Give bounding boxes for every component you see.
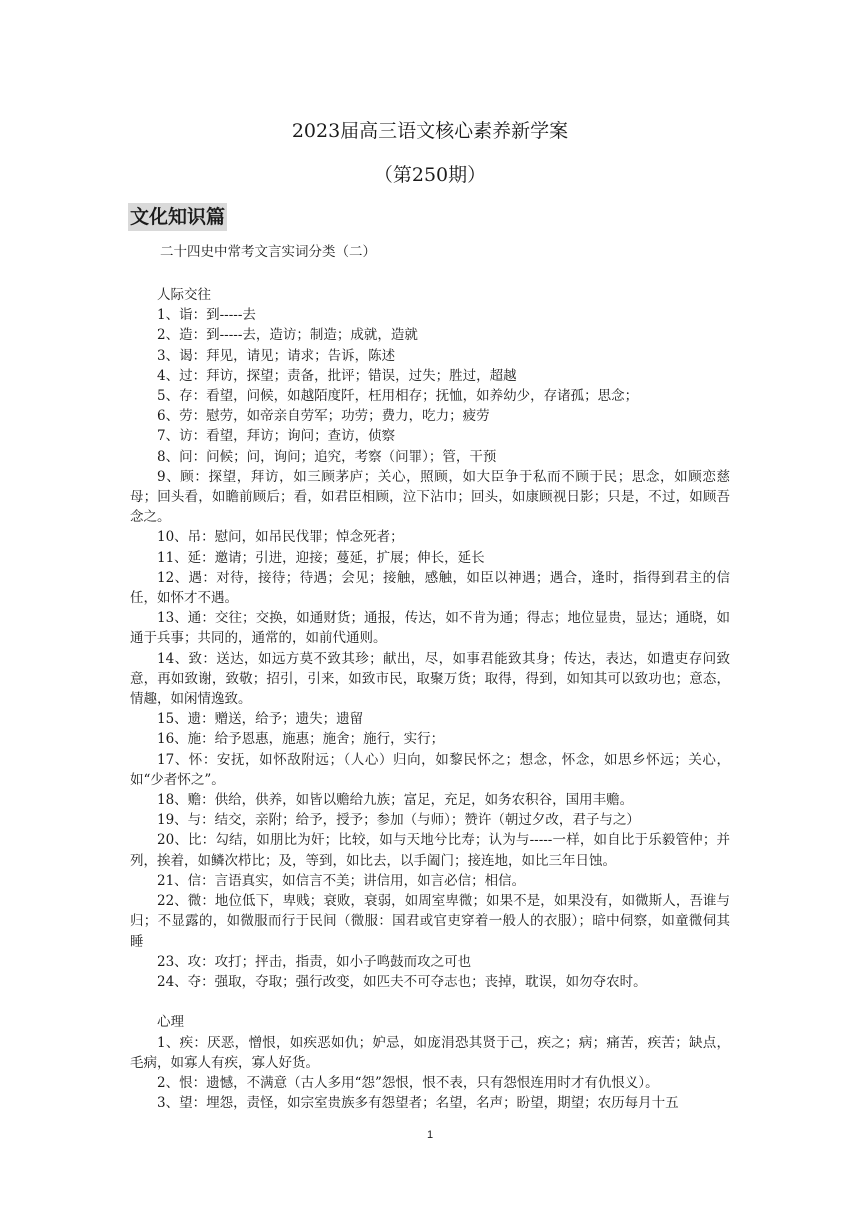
section-heading: 文化知识篇 (128, 203, 227, 231)
list-item: 5、存：看望，问候，如越陌度阡，枉用相存；抚恤，如养幼少，存诸孤；思念； (157, 388, 639, 405)
issue-number: （第250期） (373, 164, 487, 186)
list-item: 1、疾：厌恶，憎恨，如疾恶如仇；妒忌，如庞涓恐其贤于己，疾之；病；痛苦，疾苦；缺点，毛病，如寡人有疾，寡人好货。 (130, 1034, 730, 1071)
list-item: 17、怀：安抚，如怀敌附远；（人心）归向，如黎民怀之；想念，怀念，如思乡怀远；关心，如“少者怀之”。 (130, 751, 730, 788)
page-number: 1 (426, 1129, 434, 1141)
article-subtitle: 二十四史中常考文言实词分类（二） (160, 244, 376, 260)
list-item: 11、延：邀请；引进，迎接；蔓延，扩展；伸长，延长 (157, 549, 485, 566)
list-item: 19、与：结交，亲附；给予，授予；参加（与师）；赞许（朝过夕改，君子与之） (157, 812, 640, 829)
list-item: 24、夺：强取，夺取；强行改变，如匹夫不可夺志也；丧掉，耽误，如勿夺农时。 (157, 973, 647, 990)
list-item: 12、遇：对待，接待；待遇；会见；接触，感触，如臣以神遇；遇合，逢时，指得到君主的信任，如怀才不遇。 (130, 569, 730, 607)
list-item: 2、恨：遗憾，不满意（古人多用“怨”怨恨，恨不表，只有怨恨连用时才有仇恨义）。 (157, 1074, 659, 1091)
list-item: 3、望：埋怨，责怪，如宗室贵族多有怨望者；名望，名声；盼望，期望；农历每月十五 (157, 1095, 679, 1112)
list-item: 16、施：给予恩惠，施惠；施舍；施行，实行； (157, 731, 445, 748)
list-item: 1、诣：到-----去 (157, 307, 256, 324)
list-item: 18、赡：供给，供养，如皆以赡给九族；富足，充足，如务农积谷，国用丰赡。 (157, 792, 634, 809)
list-item: 14、致：送达，如远方莫不致其珍；献出，尽，如事君能致其身；传达，表达，如遣吏存问致意，再如致谢，致敬；招引，引来，如致市民，取聚万货；取得，得到，如知其可以致功也；意态，情趣，如闲情逸致。 (130, 650, 730, 708)
list-item: 2、造：到-----去，造访；制造；成就，造就 (157, 327, 418, 344)
group-list-social (130, 305, 730, 992)
list-item: 23、攻：攻打；抨击，指责，如小子鸣鼓而攻之可也 (157, 953, 472, 970)
paragraph-gap (130, 992, 730, 1012)
list-item: 10、吊：慰问，如吊民伐罪；悼念死者； (157, 529, 404, 546)
list-item: 8、问：问候；问，询问；追究，考察（问罪）；管，干预 (157, 448, 497, 465)
list-item: 6、劳：慰劳，如帝亲自劳军；功劳；费力，吃力；疲劳 (157, 408, 490, 425)
article-body (130, 285, 730, 1113)
document-title: 2023届高三语文核心素养新学案 (291, 120, 569, 142)
group-list-psychology (130, 1033, 730, 1114)
group-heading-psychology: 心理 (157, 1014, 184, 1031)
list-item: 21、信：言语真实，如信言不美；讲信用，如言必信；相信。 (157, 872, 526, 889)
list-item: 3、谒：拜见，请见；请求；告诉，陈述 (157, 347, 396, 364)
list-item: 15、遗：赠送，给予；遗失；遗留 (157, 711, 364, 728)
list-item: 13、通：交往；交换，如通财货；通报，传达，如不肯为通；得志；地位显贵，显达；通晓，如通于兵事；共同的，通常的，如前代通则。 (130, 610, 730, 647)
list-item: 7、访：看望，拜访；询问；查访，侦察 (157, 428, 396, 445)
list-item: 20、比：勾结，如朋比为奸；比较，如与天地兮比寿；认为与-----一样，如自比于乐毅管仲；并列，挨着，如鳞次栉比；及，等到，如比去，以手阖门；接连地，如比三年日蚀。 (130, 832, 730, 869)
group-heading-social: 人际交往 (157, 287, 211, 303)
list-item: 4、过：拜访，探望；责备，批评；错误，过失；胜过，超越 (157, 367, 517, 384)
list-item: 22、微：地位低下，卑贱；衰败，衰弱，如周室卑微；如果不是，如果没有，如微斯人，吾谁与归；不显露的，如微服而行于民间（微服：国君或官吏穿着一般人的衣服）；暗中伺察，如童微伺其睡 (130, 893, 730, 950)
list-item: 9、顾：探望，拜访，如三顾茅庐；关心，照顾，如大臣争于私而不顾于民；思念，如顾恋慈母；回头看，如瞻前顾后；看，如君臣相顾，泣下沾巾；回头，如康顾视日影；只是，不过，如顾吾念之。 (130, 468, 730, 526)
